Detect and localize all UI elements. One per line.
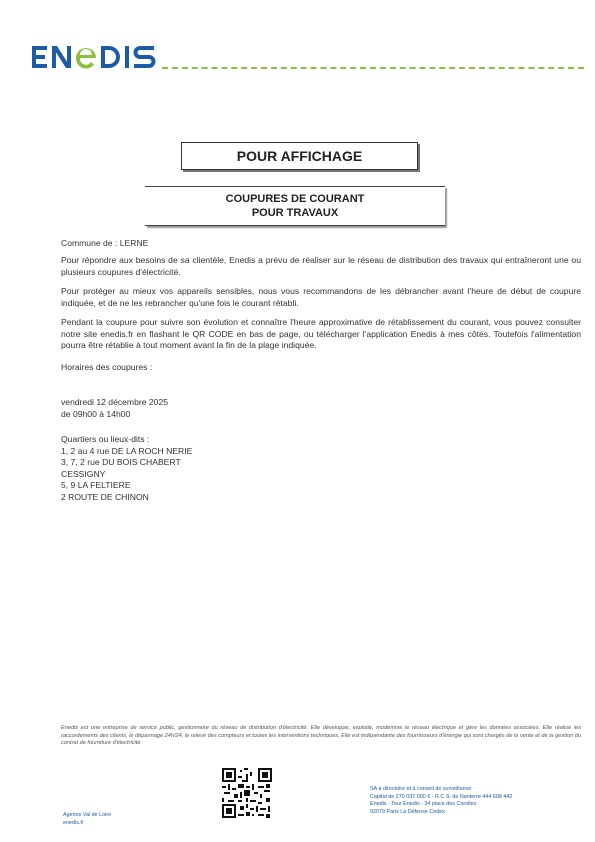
agency-website-link[interactable]: enedis.fr bbox=[63, 820, 84, 826]
company-line: 92079 Paris La Défense Cedex bbox=[370, 808, 445, 815]
schedule-date: vendredi 12 décembre 2025 bbox=[61, 397, 169, 407]
notice-subtitle bbox=[145, 186, 445, 226]
legal-notice: Enedis est une entreprise de service public, gestionnaire du réseau de distribution d'électricité. Elle développe, exploite, modernise le réseau électrique et gère les données associées. Elle réalise les raccordements des clients, le dépannage 24h/24, le relevé des compteurs et toutes les interventions techniques. Elle est indépendante des fournisseurs d'énergie qui sont chargés de la vente et de la gestion du contrat de fourniture d'électricité. bbox=[61, 725, 581, 746]
notice-subtitle-line2: POUR TRAVAUX bbox=[251, 207, 339, 219]
schedule bbox=[61, 397, 581, 420]
list-item: CESSIGNY bbox=[61, 468, 106, 479]
quartiers-list bbox=[61, 434, 581, 503]
company-line: Capital de 270 037 000 € - R.C.S. de Nanterre 444 608 442 bbox=[370, 793, 513, 800]
agency-name: Agence Val de Loire bbox=[63, 812, 112, 818]
footer-agency bbox=[63, 811, 111, 827]
enedis-logo bbox=[30, 40, 158, 74]
footer-company-info bbox=[370, 786, 512, 816]
paragraph-protection: Pour protéger au mieux vos appareils sensibles, nous vous recommandons de les débrancher avant l'heure de début de coupure indiquée, et de ne les rebrancher qu'une fois le courant rétabli. bbox=[61, 286, 581, 308]
qr-code-icon[interactable] bbox=[222, 768, 272, 818]
company-line: Enedis - Tour Enedis - 34 place des Corolles bbox=[370, 801, 477, 808]
list-item: 2 ROUTE DE CHINON bbox=[61, 491, 149, 502]
list-item: 5, 9 LA FELTIERE bbox=[61, 480, 131, 490]
schedule-heading: Horaires des coupures : bbox=[61, 362, 153, 372]
list-item: 1, 2 au 4 rue DE LA ROCH NERIE bbox=[61, 445, 193, 456]
company-line: SA à directoire et à conseil de surveillance bbox=[370, 786, 472, 792]
list-item: 3, 7, 2 rue DU BOIS CHABERT bbox=[61, 457, 181, 467]
paragraph-follow-up: Pendant la coupure pour suivre son évolution et connaître l'heure approximative de rétablissement du courant, vous pouvez consulter notre site enedis.fr en flashant le QR CODE en bas de page, ou télécharger l'application Enedis à mes côtés. Toutefois l'alimentation pourra être rétablie à tout moment avant la fin de la plage indiquée. bbox=[61, 317, 581, 350]
schedule-time: de 09h00 à 14h00 bbox=[61, 408, 131, 419]
header-rule bbox=[162, 67, 584, 69]
quartiers-heading: Quartiers ou lieux-dits : bbox=[61, 434, 150, 444]
notice-title: POUR AFFICHAGE bbox=[181, 142, 418, 170]
paragraph-intro: Pour répondre aux besoins de sa clientèle, Enedis a prévu de réaliser sur le réseau de distribution des travaux qui entraîneront une ou plusieurs coupures d'électricité. bbox=[61, 255, 581, 277]
commune-label: Commune de : LERNE bbox=[61, 238, 149, 248]
notice-subtitle-line1: COUPURES DE COURANT bbox=[225, 193, 365, 205]
